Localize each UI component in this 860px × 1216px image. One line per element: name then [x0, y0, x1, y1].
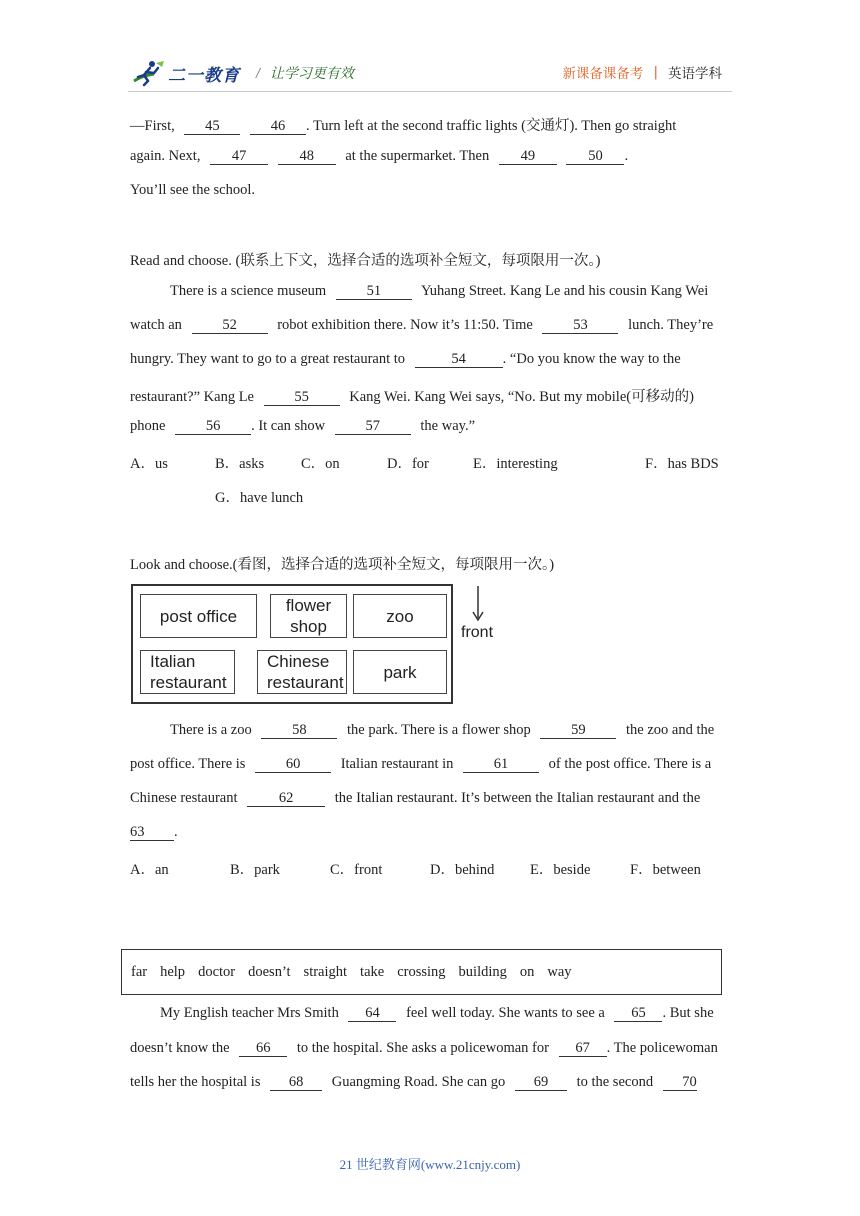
front-label: front — [461, 624, 494, 641]
runner-logo-icon — [132, 59, 166, 87]
blank-56[interactable]: 56 — [175, 418, 251, 435]
logo-text: 二一教育 — [168, 65, 240, 85]
map-post-office: post office — [140, 594, 257, 638]
blank-59[interactable]: 59 — [540, 722, 616, 739]
word-far: far — [131, 963, 148, 980]
blank-66[interactable]: 66 — [239, 1040, 287, 1057]
word-doesnt: doesn’t — [248, 963, 291, 980]
option-e-beside: E．beside — [530, 862, 591, 878]
blank-64[interactable]: 64 — [348, 1005, 396, 1022]
section1-line-1: There is a science museum 51 Yuhang Street. Kang Le and his cousin Kang Wei — [170, 283, 709, 299]
section2-line-3: Chinese restaurant 62 the Italian restaurant. It’s between the Italian restaurant and the — [130, 790, 701, 806]
option-f-between: F．between — [630, 862, 701, 878]
down-arrow-icon — [471, 586, 485, 622]
header-subject-label: 英语学科 — [668, 66, 722, 82]
word-building: building — [458, 963, 507, 980]
option-a-us: A．us — [130, 456, 168, 472]
section2-line-2: post office. There is 60 Italian restaurant in 61 of the post office. There is a — [130, 756, 712, 772]
blank-54[interactable]: 54 — [415, 351, 503, 368]
section3-line-3: tells her the hospital is 68 Guangming Road. She can go 69 to the second 70 — [130, 1074, 697, 1090]
option-b-park: B．park — [230, 862, 280, 878]
blank-65[interactable]: 65 — [614, 1005, 662, 1022]
blank-63[interactable]: 63 — [130, 824, 174, 841]
option-c-front: C．front — [330, 862, 383, 878]
option-d-behind: D．behind — [430, 862, 495, 878]
word-help: help — [160, 963, 186, 980]
blank-51[interactable]: 51 — [336, 283, 412, 300]
section1-line-5: phone 56 . It can show 57 the way.” — [130, 418, 476, 434]
blank-53[interactable]: 53 — [542, 317, 618, 334]
blank-49[interactable]: 49 — [499, 148, 557, 165]
section1-line-2: watch an 52 robot exhibition there. Now it’s 11:50. Time 53 lunch. They’re — [130, 317, 714, 333]
directions-line-3: You’ll see the school. — [130, 182, 255, 198]
option-d-for: D．for — [387, 456, 429, 472]
blank-70[interactable]: 70 — [663, 1074, 697, 1091]
option-b-asks: B．asks — [215, 456, 265, 472]
blank-58[interactable]: 58 — [261, 722, 337, 739]
directions-line-2: again. Next, 47 48 at the supermarket. Then 49 50 . — [130, 148, 629, 164]
word-doctor: doctor — [198, 963, 236, 980]
section1-title: Read and choose. (联系上下文，选择合适的选项补全短文，每项限用一次。) — [130, 253, 601, 269]
page-footer: 21 世纪教育网(www.21cnjy.com) — [339, 1157, 521, 1172]
section1-line-3: hungry. They want to go to a great restaurant to 54 . “Do you know the way to the — [130, 351, 681, 367]
blank-52[interactable]: 52 — [192, 317, 268, 334]
section2-line-4: 63 . — [130, 824, 178, 840]
blank-69[interactable]: 69 — [515, 1074, 567, 1091]
map-flower-shop: flower shop — [270, 594, 347, 638]
word-take: take — [360, 963, 385, 980]
header-rule — [128, 91, 732, 92]
word-crossing: crossing — [397, 963, 446, 980]
blank-62[interactable]: 62 — [247, 790, 325, 807]
header-brand — [132, 58, 354, 88]
blank-57[interactable]: 57 — [335, 418, 411, 435]
option-f-has-bds: F．has BDS — [645, 456, 719, 472]
blank-50[interactable]: 50 — [566, 148, 624, 165]
option-c-on: C．on — [301, 456, 340, 472]
word-way: way — [547, 963, 572, 980]
blank-45[interactable]: 45 — [184, 118, 240, 135]
map-park: park — [353, 650, 447, 694]
header-course-label: 新课备课备考 — [562, 66, 644, 82]
word-on: on — [519, 963, 535, 980]
section2-line-1: There is a zoo 58 the park. There is a flower shop 59 the zoo and the — [170, 722, 715, 738]
header-divider: | — [653, 64, 658, 80]
option-g-have-lunch: G．have lunch — [215, 490, 304, 506]
map-zoo: zoo — [353, 594, 447, 638]
blank-68[interactable]: 68 — [270, 1074, 322, 1091]
blank-46[interactable]: 46 — [250, 118, 306, 135]
blank-48[interactable]: 48 — [278, 148, 336, 165]
option-e-interesting: E．interesting — [473, 456, 558, 472]
section3-line-2: doesn’t know the 66 to the hospital. She asks a policewoman for 67 . The policewoman — [130, 1040, 718, 1056]
option-a-an: A．an — [130, 862, 169, 878]
word-straight: straight — [303, 963, 348, 980]
blank-67[interactable]: 67 — [559, 1040, 607, 1057]
blank-47[interactable]: 47 — [210, 148, 268, 165]
word-bank — [121, 949, 722, 995]
street-map — [131, 584, 453, 704]
header-subject — [562, 62, 722, 82]
section1-line-4: restaurant?” Kang Le 55 Kang Wei. Kang Wei says, “No. But my mobile(可移动的) — [130, 389, 694, 405]
slogan: / 让学习更有效 — [256, 65, 354, 81]
map-italian-restaurant: Italian restaurant — [140, 650, 235, 694]
section2-title: Look and choose.(看图，选择合适的选项补全短文，每项限用一次。) — [130, 557, 555, 573]
directions-line-1: —First, 45 46 . Turn left at the second traffic lights (交通灯). Then go straight — [130, 118, 677, 134]
blank-60[interactable]: 60 — [255, 756, 331, 773]
section3-line-1: My English teacher Mrs Smith 64 feel well today. She wants to see a 65 . But she — [160, 1005, 714, 1021]
blank-61[interactable]: 61 — [463, 756, 539, 773]
map-chinese-restaurant: Chinese restaurant — [257, 650, 347, 694]
blank-55[interactable]: 55 — [264, 389, 340, 406]
logo — [132, 59, 240, 87]
